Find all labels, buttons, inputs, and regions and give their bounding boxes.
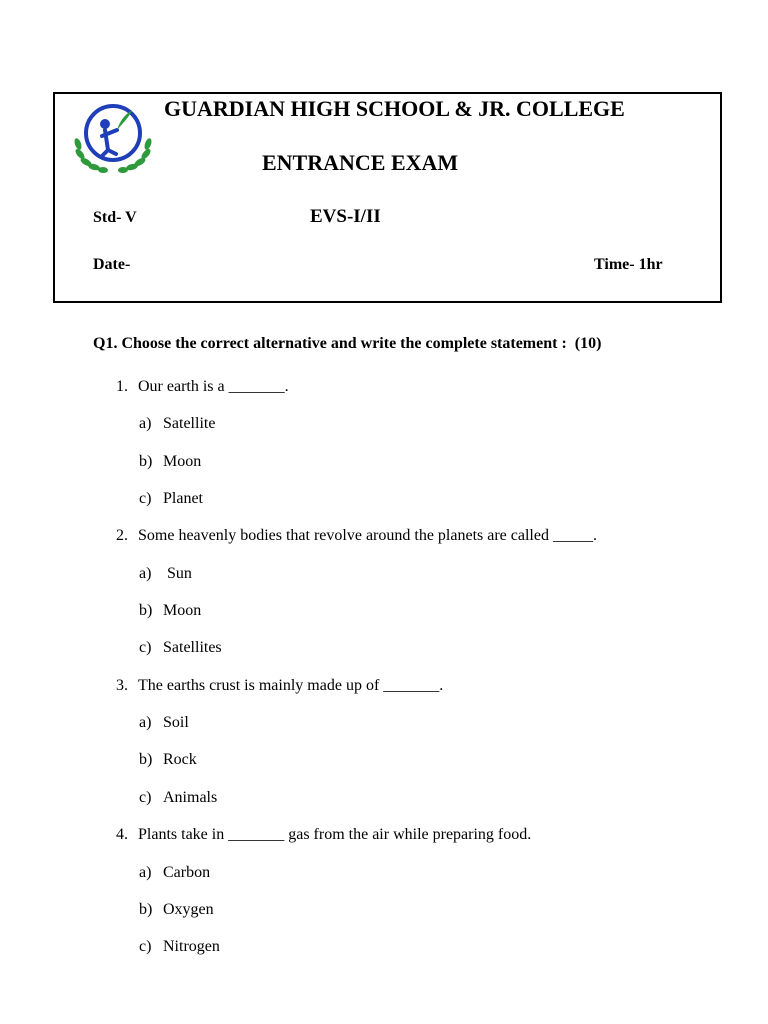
option-2b	[139, 602, 201, 620]
option-text: Satellite	[163, 415, 216, 432]
question-text: Plants take in _______ gas from the air while preparing food.	[138, 826, 532, 843]
subject-label: EVS-I/II	[310, 206, 381, 227]
option-text: Nitrogen	[163, 938, 220, 955]
option-text: Rock	[163, 751, 197, 768]
option-label: a)	[139, 415, 152, 432]
option-label: c)	[139, 789, 152, 806]
question-number: 4.	[116, 826, 128, 843]
section-heading	[93, 335, 601, 353]
option-4c	[139, 938, 220, 956]
option-text: Planet	[163, 490, 203, 507]
option-4b	[139, 901, 214, 919]
option-label: b)	[139, 602, 153, 619]
option-3c	[139, 789, 217, 807]
std-label: Std- V	[93, 209, 137, 226]
option-label: b)	[139, 901, 153, 918]
option-label: a)	[139, 565, 152, 582]
section-marks: (10)	[574, 335, 602, 352]
option-label: c)	[139, 490, 152, 507]
option-label: b)	[139, 453, 153, 470]
option-1b	[139, 453, 201, 471]
option-text: Animals	[163, 789, 218, 806]
option-label: c)	[139, 639, 152, 656]
question-number: 1.	[116, 378, 128, 395]
question-number: 3.	[116, 677, 128, 694]
option-text: Soil	[163, 714, 189, 731]
option-1c	[139, 490, 203, 508]
question-3	[116, 677, 443, 695]
question-text: Our earth is a _______.	[138, 378, 289, 395]
exam-title: ENTRANCE EXAM	[262, 150, 459, 175]
option-text: Sun	[163, 565, 192, 582]
option-text: Moon	[163, 602, 202, 619]
option-text: Oxygen	[163, 901, 214, 918]
question-text: The earths crust is mainly made up of _______.	[138, 677, 444, 694]
option-label: a)	[139, 714, 152, 731]
school-name: GUARDIAN HIGH SCHOOL & JR. COLLEGE	[164, 96, 625, 121]
option-2a	[139, 565, 192, 583]
option-2c	[139, 639, 222, 657]
date-label: Date-	[93, 256, 131, 273]
question-text: Some heavenly bodies that revolve around the planets are called _____.	[138, 527, 597, 544]
option-label: c)	[139, 938, 152, 955]
option-text: Carbon	[163, 864, 211, 881]
option-1a	[139, 415, 215, 433]
option-label: b)	[139, 751, 153, 768]
question-number: 2.	[116, 527, 128, 544]
question-4	[116, 826, 531, 844]
section-heading-text: Q1. Choose the correct alternative and write the complete statement :	[93, 335, 567, 352]
option-4a	[139, 864, 210, 882]
option-text: Satellites	[163, 639, 222, 656]
option-3b	[139, 751, 197, 769]
option-text: Moon	[163, 453, 202, 470]
question-2	[116, 527, 597, 545]
option-label: a)	[139, 864, 152, 881]
option-3a	[139, 714, 189, 732]
school-emblem-icon	[72, 100, 154, 176]
time-label: Time- 1hr	[594, 256, 663, 273]
question-1	[116, 378, 289, 396]
